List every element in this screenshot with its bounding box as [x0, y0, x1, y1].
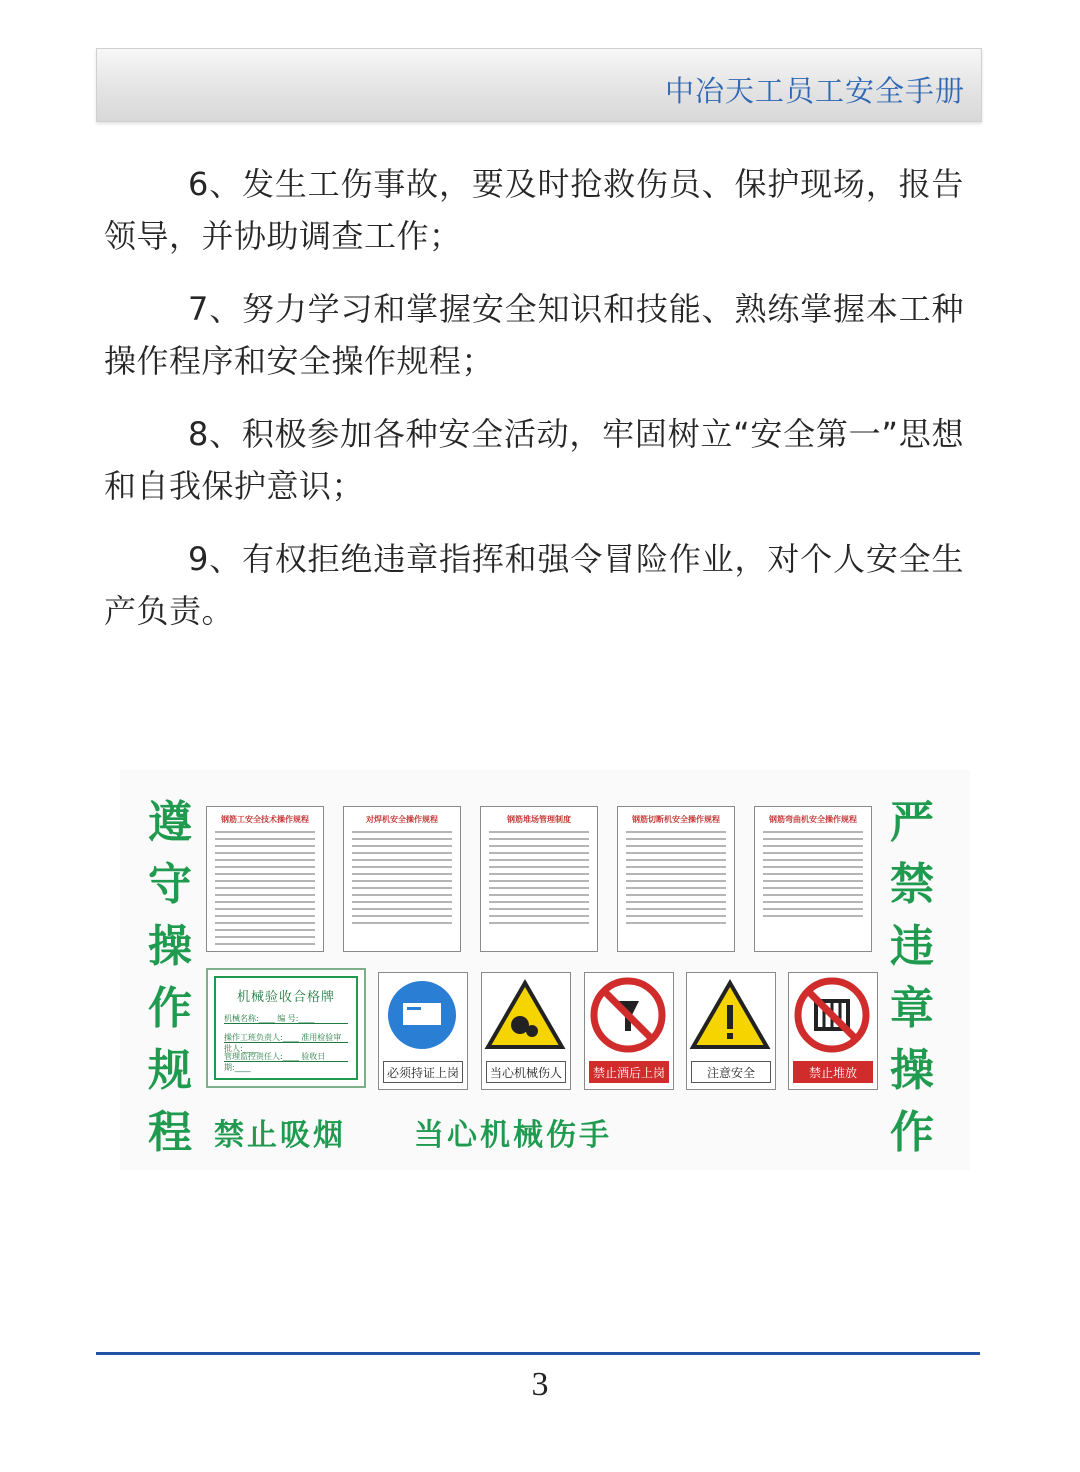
sign-caption: 禁止酒后上岗	[589, 1061, 669, 1083]
mandatory-blue-icon	[379, 973, 465, 1057]
rules-board-title: 钢筋弯曲机安全操作规程	[769, 815, 857, 824]
warning-exclamation-icon	[687, 973, 773, 1057]
paragraph-7: 7、努力学习和掌握安全知识和技能、熟练掌握本工种操作程序和安全操作规程；	[104, 290, 964, 380]
rules-board	[206, 806, 324, 952]
left-slogan-char: 规	[148, 1045, 192, 1096]
handbook-title: 中冶天工员工安全手册	[664, 74, 965, 108]
prohibition-stack-icon	[789, 973, 875, 1057]
prohibition-drink-icon	[585, 973, 671, 1057]
right-slogan-char: 作	[890, 1107, 934, 1158]
right-slogan-char: 严	[890, 797, 934, 848]
sign-no-stacking	[788, 972, 878, 1090]
left-slogan-char: 操	[148, 921, 192, 972]
right-slogan-char: 违	[890, 921, 934, 972]
right-slogan-char: 章	[890, 983, 934, 1034]
right-slogan-char: 禁	[890, 859, 934, 910]
right-slogan-char: 操	[890, 1045, 934, 1096]
machine-certificate	[206, 968, 366, 1088]
left-slogan-char: 遵	[148, 797, 192, 848]
rules-board-title: 钢筋切断机安全操作规程	[632, 815, 720, 824]
warning-gear-icon	[482, 973, 568, 1057]
left-slogan-char: 守	[148, 859, 192, 910]
sign-machine-hazard	[481, 972, 571, 1090]
paragraph-9: 9、有权拒绝违章指挥和强令冒险作业，对个人安全生产负责。	[104, 540, 964, 630]
certificate-row: 操作工班负责人:____ 准用检验审批人:____	[224, 1032, 348, 1043]
sign-caption: 禁止堆放	[793, 1061, 873, 1083]
rules-board	[480, 806, 598, 952]
certificate-row: 机械名称:____ 编 号:____	[224, 1013, 348, 1024]
right-slogan	[882, 792, 942, 1164]
certificate-row: 管理监控责任人:____ 验收日期:____	[224, 1051, 348, 1062]
sign-caption: 必须持证上岗	[383, 1061, 463, 1083]
certificate-title: 机械验收合格牌	[236, 990, 335, 1005]
rules-board-title: 钢筋工安全技术操作规程	[221, 815, 309, 824]
rules-board-title: 钢筋堆场管理制度	[507, 815, 571, 824]
sign-caption: 注意安全	[691, 1061, 771, 1083]
paragraph-8: 8、积极参加各种安全活动，牢固树立“安全第一”思想和自我保护意识；	[104, 415, 964, 505]
footer-rule	[96, 1352, 980, 1355]
sign-caution	[686, 972, 776, 1090]
safety-signs-illustration	[120, 770, 970, 1170]
sign-caption: 当心机械伤人	[486, 1061, 566, 1083]
hand-injury-label: 当心机械伤手	[414, 1118, 612, 1153]
rules-board-title: 对焊机安全操作规程	[366, 815, 438, 824]
page-header	[96, 48, 982, 122]
left-slogan-char: 作	[148, 983, 192, 1034]
left-slogan	[140, 792, 200, 1164]
page-number: 3	[531, 1366, 549, 1403]
paragraph-6: 6、发生工伤事故，要及时抢救伤员、保护现场，报告领导，并协助调查工作；	[104, 165, 964, 255]
sign-licensed-operator	[378, 972, 468, 1090]
rules-board	[617, 806, 735, 952]
sign-no-drinking	[584, 972, 674, 1090]
rules-board	[343, 806, 461, 952]
left-slogan-char: 程	[148, 1107, 192, 1158]
no-smoking-label: 禁止吸烟	[214, 1118, 346, 1153]
rules-board	[754, 806, 872, 952]
